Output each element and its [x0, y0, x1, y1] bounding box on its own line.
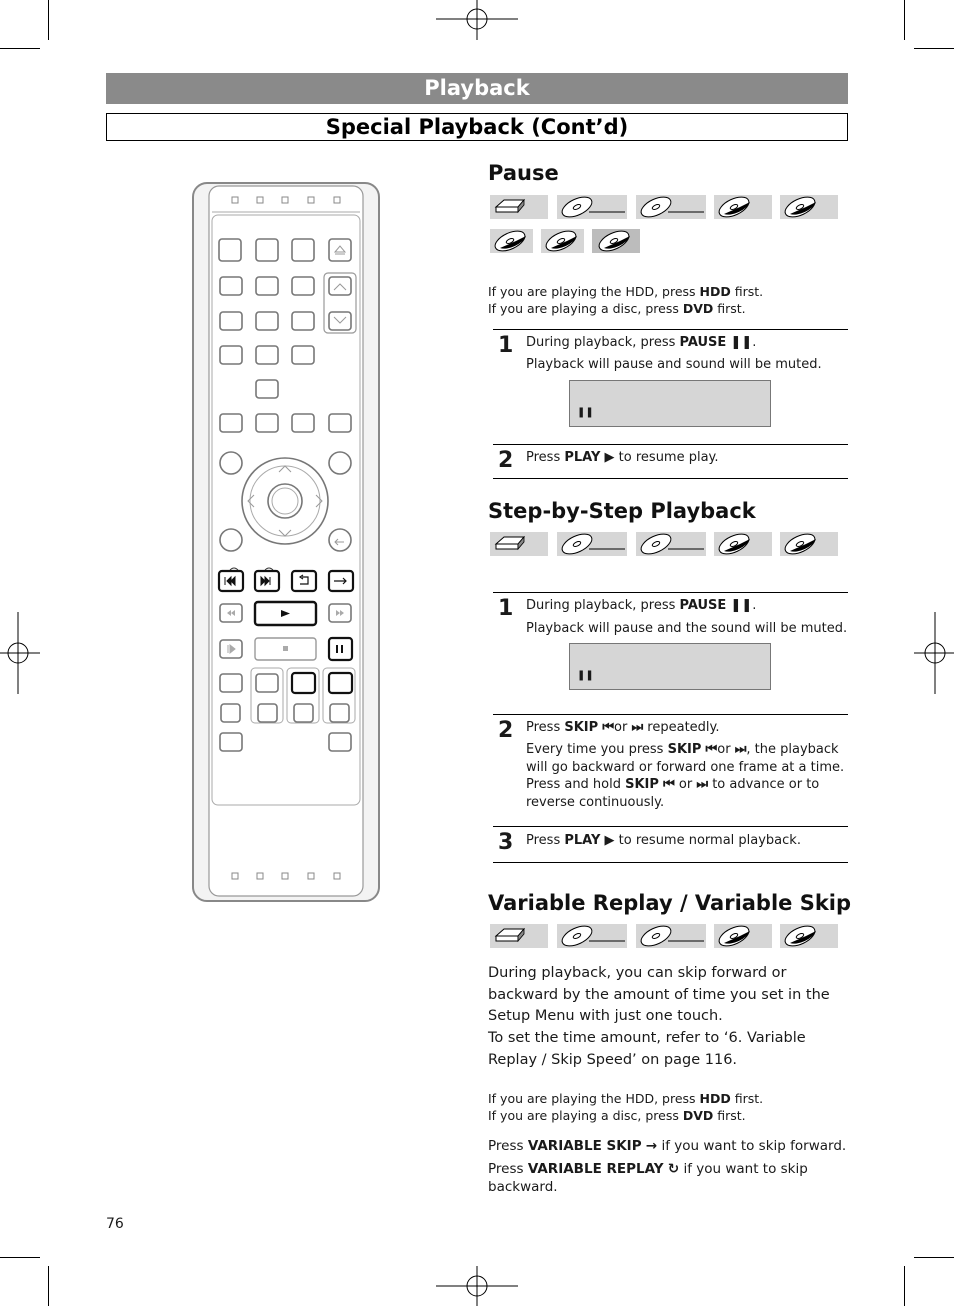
step-text: Press PLAY ▶ to resume play.: [526, 450, 719, 465]
variable-skip-icon: →: [645, 1138, 658, 1154]
divider: [493, 329, 848, 330]
divider: [493, 826, 848, 827]
registration-mark-icon: [436, 0, 518, 40]
dvd-video-icon: [557, 532, 627, 556]
pause-indicator: ❚❚: [577, 407, 594, 418]
pause-indicator: ❚❚: [577, 670, 594, 681]
pause-heading: Pause: [488, 161, 559, 185]
divider: [493, 862, 848, 863]
variable-refer: To set the time amount, refer to ‘6. Variable Replay / Skip Speed’ on page 116.: [488, 1030, 806, 1068]
crop-mark: [904, 0, 905, 40]
step-number: 1: [498, 596, 514, 621]
play-icon: ▶: [604, 833, 615, 848]
crop-mark: [914, 1257, 954, 1258]
screen-display: [569, 643, 771, 690]
skip-back-icon: ⏮: [602, 720, 615, 735]
crop-mark: [904, 1266, 905, 1306]
cd-icon: [541, 229, 584, 253]
hdd-icon: [490, 195, 548, 219]
step-text: During playback, press PAUSE ❚❚.: [526, 598, 757, 613]
registration-mark-icon: [0, 612, 40, 694]
divider: [493, 714, 848, 715]
step-text: Press SKIP ⏮or ⏭ repeatedly.: [526, 720, 720, 735]
step-text: Press PLAY ▶ to resume normal playback.: [526, 833, 801, 848]
mp3-icon: [592, 229, 640, 253]
step-detail: Playback will pause and sound will be muted.: [526, 357, 822, 372]
dvd-r-icon: [714, 195, 772, 219]
dvd-vr-icon: [636, 532, 706, 556]
hdd-instruction: If you are playing the HDD, press HDD first.: [488, 1091, 764, 1106]
crop-mark: [48, 0, 49, 40]
step-text: During playback, press PAUSE ❚❚.: [526, 335, 757, 350]
step-detail: Every time you press SKIP ⏮or ⏭, the playback will go backward or forward one frame at a time. Press and hold SKIP ⏮ or ⏭ to advance or to reverse continuously.: [526, 742, 845, 810]
divider: [493, 592, 848, 593]
page-subtitle: Special Playback (Cont’d): [106, 113, 848, 141]
step-number: 2: [498, 718, 514, 743]
step-detail: Playback will pause and the sound will be muted.: [526, 621, 848, 636]
section-title: Playback: [106, 73, 848, 104]
crop-mark: [0, 1257, 40, 1258]
variable-heading: Variable Replay / Variable Skip: [488, 891, 852, 915]
skip-forward-icon: ⏭: [696, 777, 709, 792]
video-cd-icon: [490, 229, 533, 253]
divider: [493, 478, 848, 479]
dvd-vr-icon: [636, 924, 706, 948]
hdd-icon: [490, 532, 548, 556]
remote-control-illustration: [192, 182, 382, 904]
hdd-instruction: If you are playing the HDD, press HDD first.: [488, 284, 764, 299]
dvd-rw-icon: [780, 924, 838, 948]
pause-icon: ❚❚: [730, 335, 753, 350]
registration-mark-icon: [436, 1266, 518, 1306]
crop-mark: [914, 48, 954, 49]
registration-mark-icon: [914, 612, 954, 694]
skip-forward-icon: ⏭: [734, 742, 747, 757]
skip-forward-icon: ⏭: [631, 720, 644, 735]
divider: [493, 444, 848, 445]
skip-back-icon: ⏮: [705, 742, 718, 757]
dvd-instruction: If you are playing a disc, press DVD first.: [488, 301, 746, 316]
dvd-video-icon: [557, 924, 627, 948]
variable-replay-icon: ↻: [667, 1161, 680, 1177]
page-number: 76: [106, 1216, 124, 1232]
variable-intro: During playback, you can skip forward or backward by the amount of time you set in the Setup Menu with just one touch.: [488, 965, 830, 1024]
step-number: 3: [498, 830, 514, 855]
step-number: 2: [498, 448, 514, 473]
dvd-rw-icon: [780, 532, 838, 556]
variable-skip-instruction: Press VARIABLE SKIP → if you want to skip forward.: [488, 1138, 847, 1154]
step-by-step-heading: Step-by-Step Playback: [488, 499, 756, 523]
crop-mark: [48, 1266, 49, 1306]
skip-back-icon: ⏮: [663, 777, 675, 792]
play-icon: ▶: [604, 450, 615, 465]
hdd-icon: [490, 924, 548, 948]
pause-icon: ❚❚: [730, 598, 753, 613]
step-number: 1: [498, 333, 514, 358]
variable-replay-instruction: Press VARIABLE REPLAY ↻ if you want to skip backward.: [488, 1161, 808, 1195]
screen-display: [569, 380, 771, 427]
crop-mark: [0, 48, 40, 49]
dvd-instruction: If you are playing a disc, press DVD first.: [488, 1108, 746, 1123]
dvd-video-icon: [557, 195, 627, 219]
dvd-r-icon: [714, 532, 772, 556]
dvd-r-icon: [714, 924, 772, 948]
dvd-rw-icon: [780, 195, 838, 219]
dvd-vr-icon: [636, 195, 706, 219]
